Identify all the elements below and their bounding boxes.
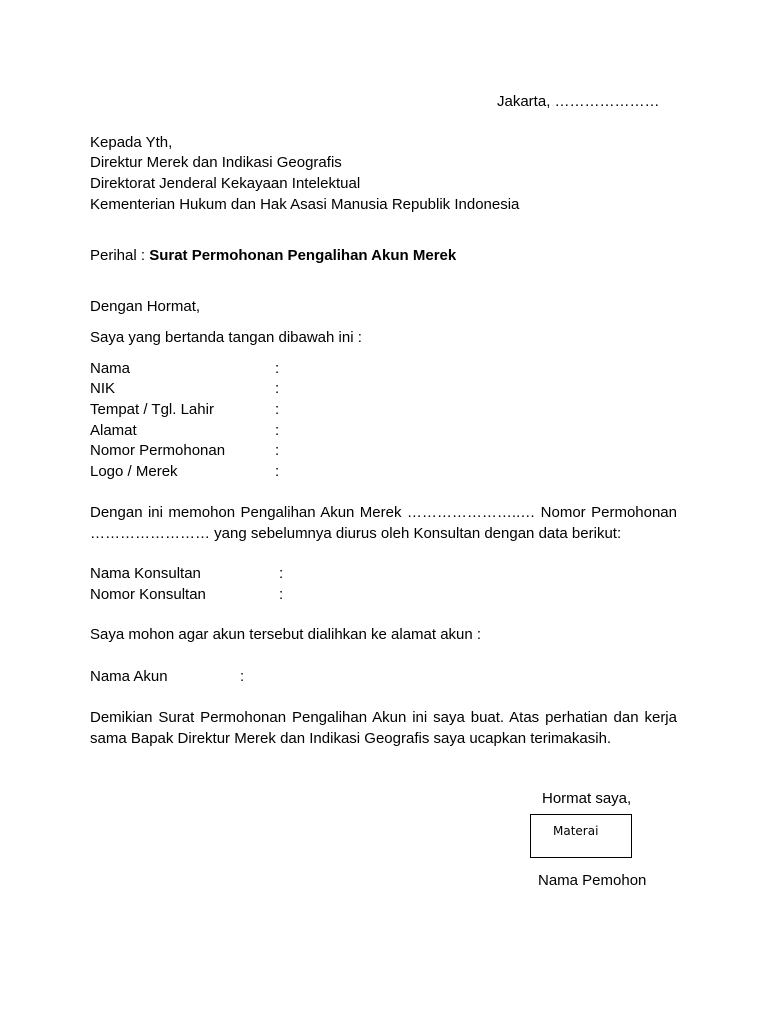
materai-label: Materai — [553, 824, 599, 838]
subject-prefix: Perihal : — [90, 247, 150, 264]
field-colon: : — [275, 463, 280, 480]
place-date: Jakarta, ………………… — [497, 93, 660, 110]
field-colon: : — [275, 360, 280, 377]
intro-text: Saya yang bertanda tangan dibawah ini : — [90, 329, 362, 346]
field-colon: : — [279, 586, 284, 603]
transfer-request: Saya mohon agar akun tersebut dialihkan ke alamat akun : — [90, 626, 482, 643]
recipient-line-3: Direktorat Jenderal Kekayaan Intelektual — [90, 175, 361, 192]
field-colon: : — [240, 668, 245, 685]
field-label: Nama Konsultan — [90, 565, 201, 582]
field-colon: : — [275, 422, 280, 439]
subject-title: Surat Permohonan Pengalihan Akun Merek — [149, 247, 457, 264]
subject-line — [90, 246, 456, 266]
signature-salutation: Hormat saya, — [542, 790, 632, 807]
field-colon: : — [275, 401, 280, 418]
request-paragraph: Dengan ini memohon Pengalihan Akun Merek …………………..… Nomor Permohonan …………………… yang sebelumnya diurus oleh Konsultan dengan data berikut: — [90, 504, 677, 542]
field-colon: : — [279, 565, 284, 582]
recipient-line-4: Kementerian Hukum dan Hak Asasi Manusia Republik Indonesia — [90, 196, 520, 213]
field-label: Nama Akun — [90, 668, 168, 685]
field-colon: : — [275, 442, 280, 459]
field-label: Alamat — [90, 422, 137, 439]
recipient-line-1: Kepada Yth, — [90, 134, 173, 151]
field-label: NIK — [90, 380, 116, 397]
field-label: Logo / Merek — [90, 463, 178, 480]
closing-paragraph: Demikian Surat Permohonan Pengalihan Akun ini saya buat. Atas perhatian dan kerja sama Bapak Direktur Merek dan Indikasi Geografis saya ucapkan terimakasih. — [90, 709, 677, 747]
materai-stamp-box — [530, 814, 632, 858]
field-label: Tempat / Tgl. Lahir — [90, 401, 214, 418]
field-label: Nomor Permohonan — [90, 442, 226, 459]
greeting: Dengan Hormat, — [90, 298, 201, 315]
field-label: Nama — [90, 360, 131, 377]
recipient-line-2: Direktur Merek dan Indikasi Geografis — [90, 154, 342, 171]
field-colon: : — [275, 380, 280, 397]
field-label: Nomor Konsultan — [90, 586, 206, 603]
signature-name: Nama Pemohon — [538, 872, 647, 889]
